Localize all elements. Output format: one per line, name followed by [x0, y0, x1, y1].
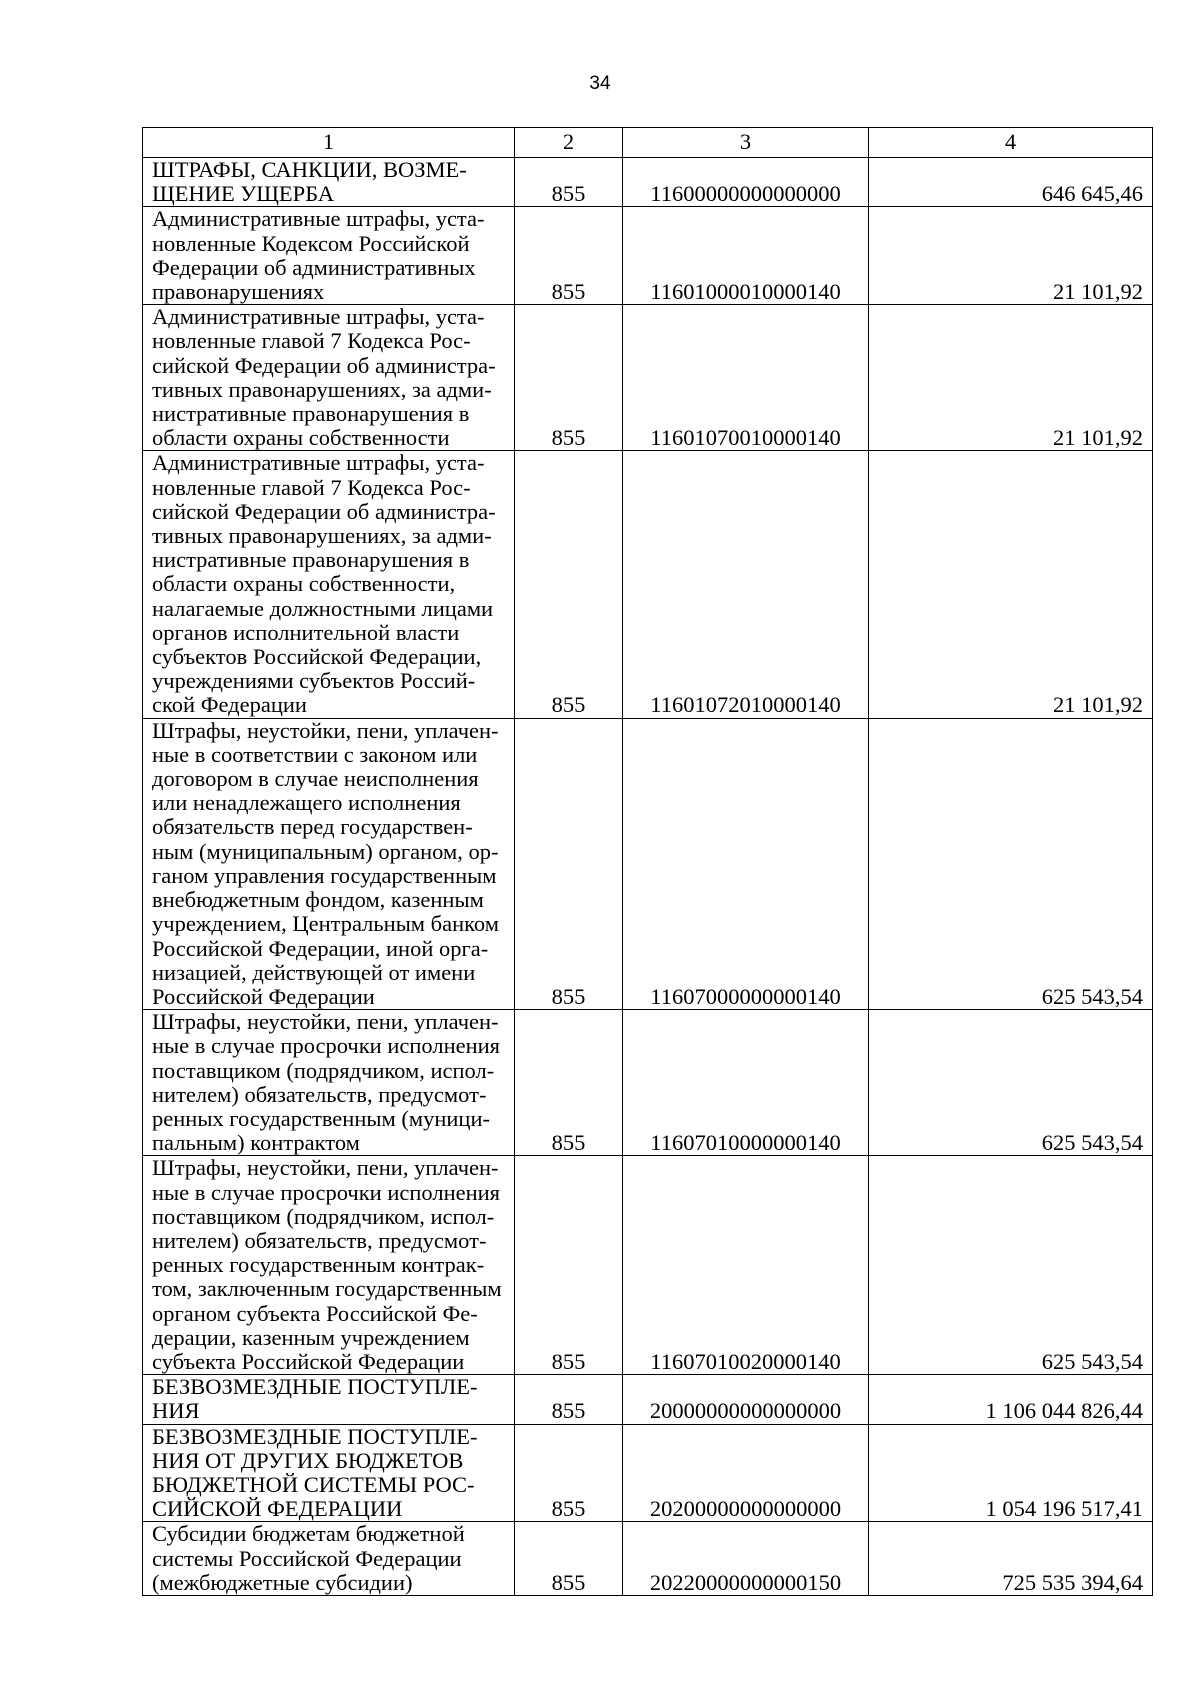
- header-cell-4: 4: [869, 128, 1153, 158]
- table-row: [143, 718, 1153, 1009]
- row-name-cell: БЕЗВОЗМЕЗДНЫЕ ПОСТУПЛЕ- НИЯ: [143, 1375, 515, 1424]
- row-name-cell: ШТРАФЫ, САНКЦИИ, ВОЗМЕ- ЩЕНИЕ УЩЕРБА: [143, 158, 515, 207]
- row-admin-code-cell: 855: [515, 1424, 623, 1522]
- row-budget-code-cell: 20200000000000000: [623, 1424, 869, 1522]
- row-admin-code-cell: 855: [515, 451, 623, 718]
- row-budget-code-cell: 11601070010000140: [623, 305, 869, 451]
- row-name-cell: Штрафы, неустойки, пени, уплачен- ные в соответствии с законом или договором в случае неисполнения или ненадлежащего исполнения обязательств перед государствен- ным (муниципальным) органом, ор- ганом управления государственным внебюджетным фондом, казенным учреждением, Центральным банком Российской Федерации, иной орга- низацией, действующей от имени Российской Федерации: [143, 718, 515, 1009]
- table-row: [143, 1010, 1153, 1156]
- table-row: [143, 1375, 1153, 1424]
- row-admin-code-cell: 855: [515, 1010, 623, 1156]
- row-amount-cell: 21 101,92: [869, 451, 1153, 718]
- row-amount-cell: 725 535 394,64: [869, 1522, 1153, 1596]
- row-admin-code-cell: 855: [515, 1156, 623, 1375]
- row-amount-cell: 646 645,46: [869, 158, 1153, 207]
- row-name-cell: Административные штрафы, уста- новленные главой 7 Кодекса Рос- сийской Федерации об администра- тивных правонарушениях, за адми- нистративные правонарушения в области охраны собственности: [143, 305, 515, 451]
- row-amount-cell: 21 101,92: [869, 305, 1153, 451]
- table-row: [143, 1424, 1153, 1522]
- row-name-cell: Административные штрафы, уста- новленные главой 7 Кодекса Рос- сийской Федерации об администра- тивных правонарушениях, за адми- нистративные правонарушения в области охраны собственности, налагаемые должностными лицами органов исполнительной власти субъектов Российской Федерации, учреждениями субъектов Россий- ской Федерации: [143, 451, 515, 718]
- row-budget-code-cell: 11600000000000000: [623, 158, 869, 207]
- row-budget-code-cell: 11601072010000140: [623, 451, 869, 718]
- header-cell-3: 3: [623, 128, 869, 158]
- row-admin-code-cell: 855: [515, 158, 623, 207]
- row-admin-code-cell: 855: [515, 718, 623, 1009]
- row-admin-code-cell: 855: [515, 207, 623, 305]
- row-name-cell: БЕЗВОЗМЕЗДНЫЕ ПОСТУПЛЕ- НИЯ ОТ ДРУГИХ БЮДЖЕТОВ БЮДЖЕТНОЙ СИСТЕМЫ РОС- СИЙСКОЙ ФЕДЕРАЦИИ: [143, 1424, 515, 1522]
- row-name-cell: Штрафы, неустойки, пени, уплачен- ные в случае просрочки исполнения поставщиком (подрядчиком, испол- нителем) обязательств, предусмот- ренных государственным контрак- том, заключенным государственным органом субъекта Российской Фе- дерации, казенным учреждением субъекта Российской Федерации: [143, 1156, 515, 1375]
- row-budget-code-cell: 20220000000000150: [623, 1522, 869, 1596]
- row-budget-code-cell: 11607000000000140: [623, 718, 869, 1009]
- row-name-cell: Административные штрафы, уста- новленные Кодексом Российской Федерации об административных правонарушениях: [143, 207, 515, 305]
- row-amount-cell: 21 101,92: [869, 207, 1153, 305]
- header-cell-1: 1: [143, 128, 515, 158]
- row-name-cell: Штрафы, неустойки, пени, уплачен- ные в случае просрочки исполнения поставщиком (подрядчиком, испол- нителем) обязательств, предусмот- ренных государственным (муници- пальным) контрактом: [143, 1010, 515, 1156]
- table-row: [143, 451, 1153, 718]
- table-row: [143, 1156, 1153, 1375]
- row-amount-cell: 1 054 196 517,41: [869, 1424, 1153, 1522]
- row-budget-code-cell: 11601000010000140: [623, 207, 869, 305]
- row-name-cell: Субсидии бюджетам бюджетной системы Российской Федерации (межбюджетные субсидии): [143, 1522, 515, 1596]
- row-amount-cell: 625 543,54: [869, 1010, 1153, 1156]
- row-amount-cell: 625 543,54: [869, 718, 1153, 1009]
- table-row: [143, 207, 1153, 305]
- row-admin-code-cell: 855: [515, 305, 623, 451]
- table-row: [143, 305, 1153, 451]
- row-budget-code-cell: 20000000000000000: [623, 1375, 869, 1424]
- row-budget-code-cell: 11607010020000140: [623, 1156, 869, 1375]
- row-budget-code-cell: 11607010000000140: [623, 1010, 869, 1156]
- table-row: [143, 1522, 1153, 1596]
- header-cell-2: 2: [515, 128, 623, 158]
- table-header-row: [143, 128, 1153, 158]
- revenue-table: [142, 127, 1153, 1596]
- row-amount-cell: 1 106 044 826,44: [869, 1375, 1153, 1424]
- table-row: [143, 158, 1153, 207]
- row-admin-code-cell: 855: [515, 1375, 623, 1424]
- row-admin-code-cell: 855: [515, 1522, 623, 1596]
- row-amount-cell: 625 543,54: [869, 1156, 1153, 1375]
- table-body: [143, 128, 1153, 1596]
- page-number: 34: [589, 73, 611, 94]
